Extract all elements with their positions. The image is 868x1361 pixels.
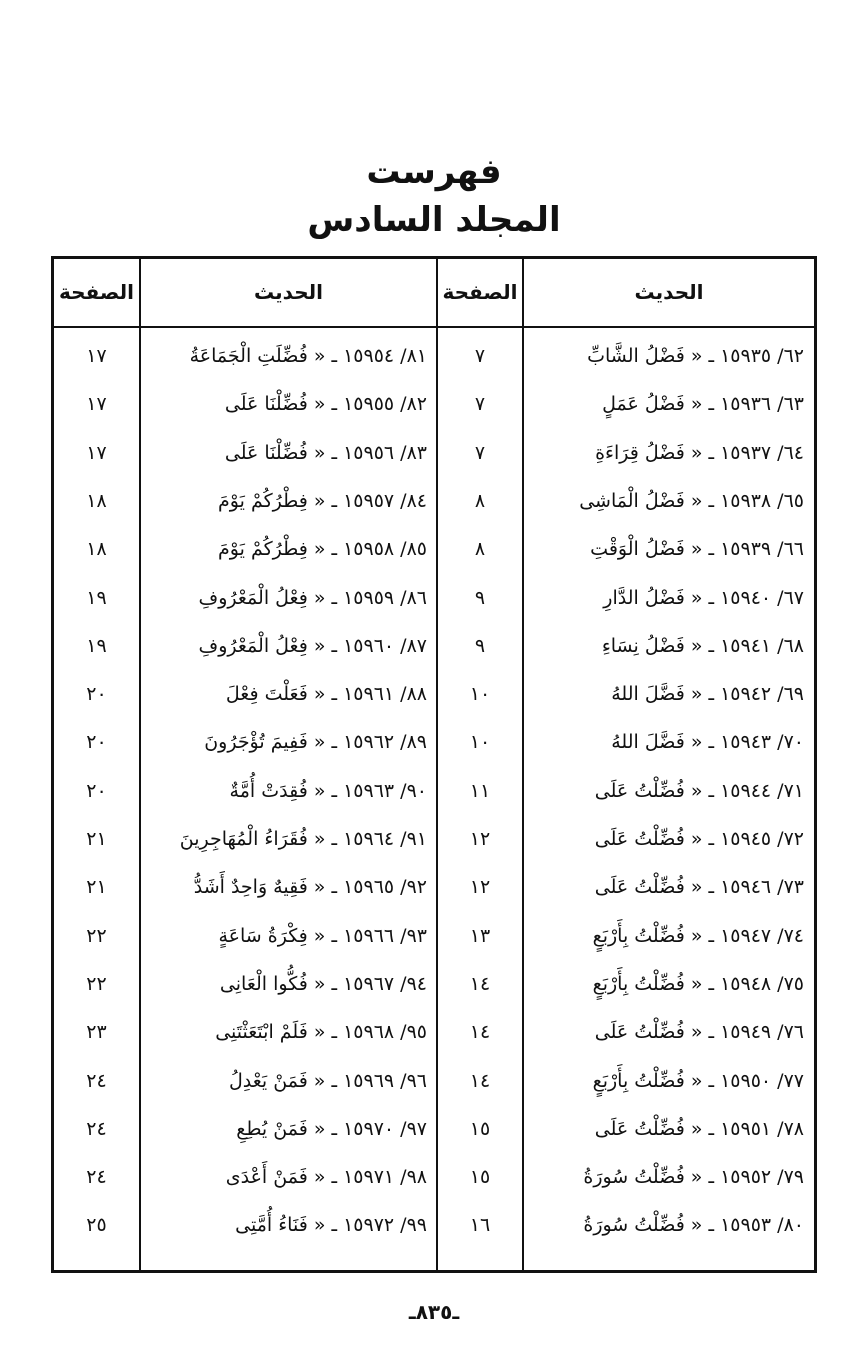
hadith-entry: ٩٨/ ١٥٩٧١ ـ « فَمَنْ أَعْدَى <box>225 1166 427 1189</box>
header-page-right: الصفحة <box>442 280 518 304</box>
page-ref: ٢٠ <box>86 779 107 802</box>
page-ref: ٢٤ <box>86 1166 107 1189</box>
hadith-entry: ٧٤/ ١٥٩٤٧ ـ « فُضِّلْتُ بِأَرْبَعٍ <box>592 924 804 947</box>
hadith-entry: ٩٥/ ١٥٩٦٨ ـ « فَلَمْ ابْتَعَثْتَنِى <box>215 1021 427 1044</box>
page-ref: ٢٢ <box>86 972 107 995</box>
hadith-entry: ٨٨/ ١٥٩٦١ ـ « فَعَلْتَ فِعْلَ <box>225 683 427 706</box>
page-ref: ٨ <box>474 489 486 512</box>
table-row <box>54 912 814 960</box>
table-row <box>54 525 814 573</box>
hadith-entry: ٦٣/ ١٥٩٣٦ ـ « فَضْلُ عَمَلٍ <box>602 393 804 416</box>
page-ref: ٧ <box>474 393 486 416</box>
page-ref: ١٨ <box>86 489 107 512</box>
page-ref: ١٢ <box>469 828 491 850</box>
hadith-entry: ٩٢/ ١٥٩٦٥ ـ « فَقِيهٌ وَاحِدٌ أَشَدُّ <box>193 876 427 899</box>
table-row <box>54 767 814 815</box>
hadith-entry: ٩٩/ ١٥٩٧٢ ـ « فَنَاءُ أُمَّتِى <box>235 1214 427 1237</box>
page-ref: ٨ <box>474 538 486 561</box>
table-row <box>54 1105 814 1153</box>
table-row <box>54 1153 814 1201</box>
page-number: ـ٨٣٥ـ <box>408 1300 460 1324</box>
table-row <box>54 960 814 1008</box>
page-ref: ١٧ <box>86 393 107 416</box>
index-table <box>51 256 817 1273</box>
hadith-entry: ٩٦/ ١٥٩٦٩ ـ « فَمَنْ يَعْدِلُ <box>228 1069 427 1092</box>
table-row <box>54 1201 814 1249</box>
page-ref: ٢١ <box>86 828 107 850</box>
table-row <box>54 815 814 863</box>
hadith-entry: ٩٠/ ١٥٩٦٣ ـ « فُقِدَتْ أُمَّةٌ <box>229 779 427 802</box>
hadith-entry: ٨٣/ ١٥٩٥٦ ـ « فُضِّلْنَا عَلَى <box>224 441 427 464</box>
hadith-entry: ٧٥/ ١٥٩٤٨ ـ « فُضِّلْتُ بِأَرْبَعٍ <box>592 972 804 995</box>
page-ref: ٢٠ <box>86 731 107 754</box>
page-ref: ١٦ <box>469 1214 491 1237</box>
table-row <box>54 622 814 670</box>
hadith-entry: ٨٢/ ١٥٩٥٥ ـ « فُضِّلْنَا عَلَى <box>224 393 427 416</box>
table-row <box>54 332 814 380</box>
table-row <box>54 1057 814 1105</box>
table-row <box>54 670 814 718</box>
page-ref: ١٤ <box>469 1021 491 1044</box>
hadith-entry: ٨٧/ ١٥٩٦٠ ـ « فِعْلُ الْمَعْرُوفِ <box>198 634 427 657</box>
table-row <box>54 429 814 477</box>
hadith-entry: ٩٣/ ١٥٩٦٦ ـ « فِكْرَةُ سَاعَةٍ <box>218 924 427 947</box>
page-ref: ٢٣ <box>86 1021 107 1044</box>
page-ref: ١٤ <box>469 1069 491 1092</box>
page-ref: ١٠ <box>469 731 491 754</box>
page-ref: ٢٥ <box>86 1214 107 1237</box>
hadith-entry: ٦٦/ ١٥٩٣٩ ـ « فَضْلُ الْوَقْتِ <box>590 538 804 561</box>
page-ref: ٢٤ <box>86 1117 107 1140</box>
hadith-entry: ٧٣/ ١٥٩٤٦ ـ « فُضِّلْتُ عَلَى <box>594 876 804 899</box>
page-ref: ٢٠ <box>86 683 107 706</box>
header-hadith-left: الحديث <box>253 280 323 304</box>
page-ref: ١١ <box>469 779 491 802</box>
header-divider <box>54 326 814 328</box>
page-ref: ٧ <box>474 441 486 464</box>
page-ref: ١٩ <box>86 634 107 657</box>
hadith-entry: ٦٥/ ١٥٩٣٨ ـ « فَضْلُ الْمَاشِى <box>579 489 804 512</box>
page-ref: ١٧ <box>86 441 107 464</box>
page-ref: ١٣ <box>469 924 491 947</box>
hadith-entry: ٧٦/ ١٥٩٤٩ ـ « فُضِّلْتُ عَلَى <box>594 1021 804 1044</box>
volume-subtitle: المجلد السادس <box>307 200 561 240</box>
hadith-entry: ٦٧/ ١٥٩٤٠ ـ « فَضْلُ الدَّارِ <box>603 586 804 609</box>
hadith-entry: ٦٤/ ١٥٩٣٧ ـ « فَضْلُ قِرَاءَةِ <box>595 441 804 464</box>
hadith-entry: ٧٩/ ١٥٩٥٢ ـ « فُضِّلْتُ سُورَةُ <box>583 1166 804 1189</box>
header-hadith-right: الحديث <box>634 280 704 304</box>
hadith-entry: ٨٤/ ١٥٩٥٧ ـ « فِطْرُكُمْ يَوْمَ <box>218 489 427 512</box>
table-row <box>54 1008 814 1056</box>
page-ref: ١٩ <box>86 586 107 609</box>
page-ref: ١٥ <box>469 1166 491 1189</box>
hadith-entry: ٩٧/ ١٥٩٧٠ ـ « فَمَنْ يُطِعِ <box>236 1117 427 1140</box>
table-row <box>54 863 814 911</box>
hadith-entry: ٨٠/ ١٥٩٥٣ ـ « فُضِّلْتُ سُورَةُ <box>583 1214 804 1237</box>
page-ref: ٢١ <box>86 876 107 899</box>
page-ref: ١٧ <box>86 345 107 367</box>
page-ref: ١٤ <box>469 972 491 995</box>
hadith-entry: ٦٢/ ١٥٩٣٥ ـ « فَضْلُ الشَّابِّ <box>587 345 804 367</box>
page-ref: ٢٤ <box>86 1069 107 1092</box>
page-ref: ١٥ <box>469 1117 491 1140</box>
table-row <box>54 477 814 525</box>
page-ref: ٧ <box>474 345 486 367</box>
page-ref: ١٨ <box>86 538 107 561</box>
hadith-entry: ٩١/ ١٥٩٦٤ ـ « فُقَرَاءُ الْمُهَاجِرِينَ <box>179 828 427 850</box>
page-ref: ٩ <box>474 586 486 609</box>
hadith-entry: ٨٥/ ١٥٩٥٨ ـ « فِطْرُكُمْ يَوْمَ <box>218 538 427 561</box>
hadith-entry: ٧٧/ ١٥٩٥٠ ـ « فُضِّلْتُ بِأَرْبَعٍ <box>592 1069 804 1092</box>
hadith-entry: ٨١/ ١٥٩٥٤ ـ « فُضِّلَتِ الْجَمَاعَةُ <box>189 345 427 367</box>
page-ref: ٩ <box>474 634 486 657</box>
hadith-entry: ٨٦/ ١٥٩٥٩ ـ « فِعْلُ الْمَعْرُوفِ <box>198 586 427 609</box>
hadith-entry: ٧٢/ ١٥٩٤٥ ـ « فُضِّلْتُ عَلَى <box>594 828 804 850</box>
hadith-entry: ٦٩/ ١٥٩٤٢ ـ « فَضَّلَ اللهُ <box>611 683 804 706</box>
hadith-entry: ٦٨/ ١٥٩٤١ ـ « فَضْلُ نِسَاءِ <box>601 634 804 657</box>
table-row <box>54 574 814 622</box>
page-ref: ٢٢ <box>86 924 107 947</box>
table-row <box>54 718 814 766</box>
page-ref: ١٠ <box>469 683 491 706</box>
hadith-entry: ٧١/ ١٥٩٤٤ ـ « فُضِّلْتُ عَلَى <box>594 779 804 802</box>
hadith-entry: ٧٠/ ١٥٩٤٣ ـ « فَضَّلَ اللهُ <box>611 731 804 754</box>
header-page-left: الصفحة <box>58 280 134 304</box>
table-row <box>54 380 814 428</box>
hadith-entry: ٧٨/ ١٥٩٥١ ـ « فُضِّلْتُ عَلَى <box>594 1117 804 1140</box>
page-title: فهرست <box>366 152 502 192</box>
hadith-entry: ٩٤/ ١٥٩٦٧ ـ « فُكُّوا الْعَانِى <box>219 972 427 995</box>
hadith-entry: ٨٩/ ١٥٩٦٢ ـ « فَفِيمَ تُؤْجَرُونَ <box>204 731 427 754</box>
page-ref: ١٢ <box>469 876 491 899</box>
